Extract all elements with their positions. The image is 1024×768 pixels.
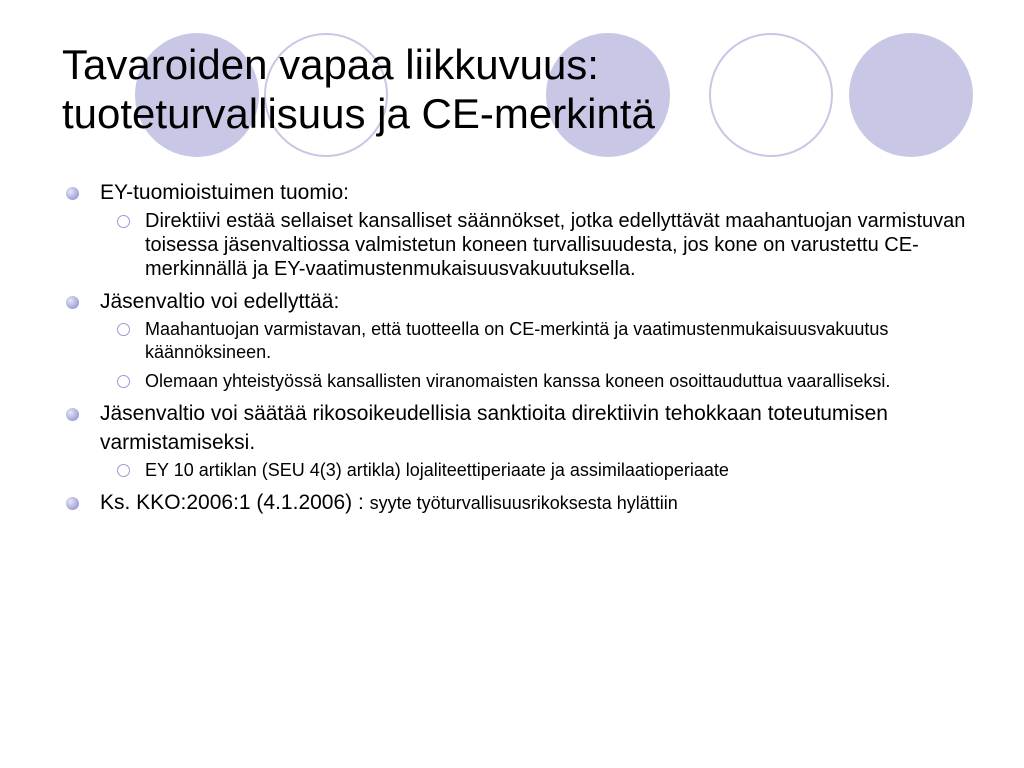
decor-circle-outline — [709, 33, 833, 157]
bullet-item-level-1 — [0, 287, 1024, 316]
filled-circle-bullet-icon — [66, 408, 79, 421]
bullet-text: Olemaan yhteistyössä kansallisten viranomaisten kanssa koneen osoittauduttua vaaralliseksi. — [145, 371, 891, 391]
bullet-text: Jäsenvaltio voi säätää rikosoikeudellisia sanktioita direktiivin tehokkaan toteutumisen varmistamiseksi. — [100, 402, 888, 454]
bullet-item-level-2 — [0, 370, 1024, 393]
bullet-text-suffix: syyte työturvallisuusrikoksesta hylättiin — [369, 493, 678, 513]
bullet-item-level-2 — [0, 459, 1024, 482]
bullet-item-level-1 — [0, 488, 1024, 518]
hollow-circle-bullet-icon — [117, 375, 130, 388]
decor-circle-filled — [849, 33, 973, 157]
hollow-circle-bullet-icon — [117, 464, 130, 477]
bullet-text: Direktiivi estää sellaiset kansalliset säännökset, jotka edellyttävät maahantuojan varmistuvan toisessa jäsenvaltiossa valmistetun koneen turvallisuudesta, jos kone on varustettu CE-merkinnällä ja EY-vaatimustenmukaisuusvakuutuksella. — [145, 210, 966, 280]
bullet-text: Ks. KKO:2006:1 (4.1.2006) : — [100, 491, 370, 514]
filled-circle-bullet-icon — [66, 187, 79, 200]
bullet-text: Maahantuojan varmistavan, että tuotteella on CE-merkintä ja vaatimustenmukaisuusvakuutus käännöksineen. — [145, 319, 889, 362]
slide-title-line-1: Tavaroiden vapaa liikkuvuus: — [62, 41, 599, 88]
slide-title-line-2: tuoteturvallisuus ja CE-merkintä — [62, 90, 655, 137]
bullet-text: EY-tuomioistuimen tuomio: — [100, 181, 350, 204]
bullet-item-level-1 — [0, 178, 1024, 207]
bullet-text: Jäsenvaltio voi edellyttää: — [100, 290, 340, 313]
bullet-text: EY 10 artiklan (SEU 4(3) artikla) lojaliteettiperiaate ja assimilaatioperiaate — [145, 460, 729, 480]
slide-content — [0, 178, 1024, 520]
bullet-item-level-1 — [0, 399, 1024, 457]
bullet-item-level-2 — [0, 209, 1024, 281]
bullet-item-level-2 — [0, 318, 1024, 364]
hollow-circle-bullet-icon — [117, 215, 130, 228]
slide-title — [62, 40, 655, 138]
filled-circle-bullet-icon — [66, 497, 79, 510]
hollow-circle-bullet-icon — [117, 323, 130, 336]
filled-circle-bullet-icon — [66, 296, 79, 309]
